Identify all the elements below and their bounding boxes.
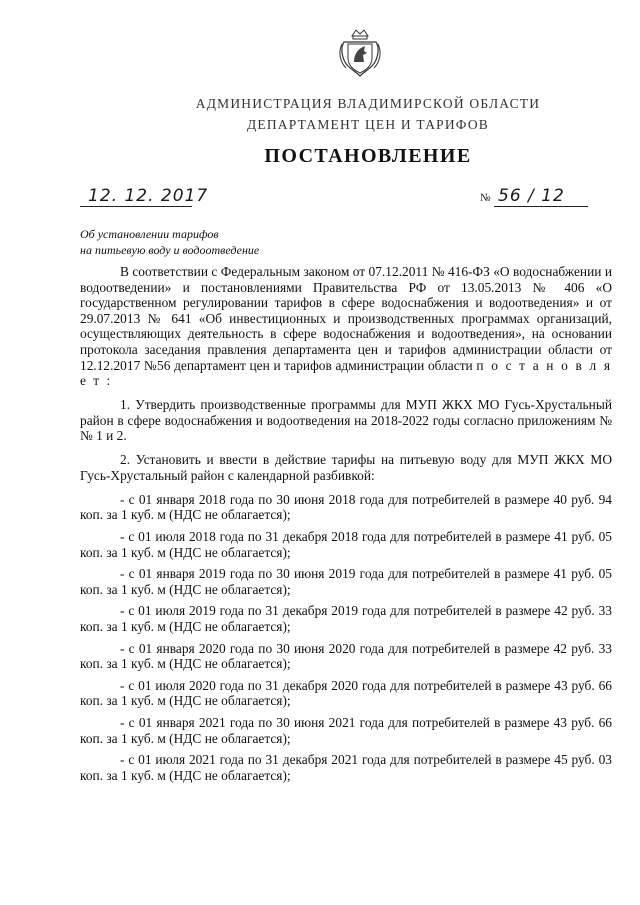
department-name: ДЕПАРТАМЕНТ ЦЕН И ТАРИФОВ	[247, 117, 489, 132]
tariff-item: - с 01 января 2018 года по 30 июня 2018 года для потребителей в размере 40 руб. 94 коп. за 1 куб. м (НДС не облагается);	[80, 491, 612, 523]
preamble-paragraph	[80, 264, 612, 389]
organization-name: АДМИНИСТРАЦИЯ ВЛАДИМИРСКОЙ ОБЛАСТИ	[195, 96, 541, 111]
document-number: 56 / 12	[498, 186, 565, 206]
tariff-item: - с 01 января 2020 года по 30 июня 2020 года для потребителей в размере 42 руб. 33 коп. за 1 куб. м (НДС не облагается);	[80, 640, 612, 672]
tariff-item: - с 01 июля 2020 года по 31 декабря 2020 года для потребителей в размере 43 руб. 66 коп. за 1 куб. м (НДС не облагается);	[80, 677, 612, 709]
document-date: 12. 12. 2017	[88, 186, 209, 206]
point-2: 2. Установить и ввести в действие тарифы на питьевую воду для МУП ЖКХ МО Гусь-Хрустальный район с календарной разбивкой:	[80, 452, 612, 483]
point-1: 1. Утвердить производственные программы для МУП ЖКХ МО Гусь-Хрустальный район в сфере водоснабжения и водоотведения на 2018-2022 годы согласно приложениям №№ 1 и 2.	[80, 397, 612, 444]
number-underline	[494, 206, 588, 207]
coat-of-arms-icon	[338, 26, 382, 80]
tariff-item: - с 01 июля 2019 года по 31 декабря 2019 года для потребителей в размере 42 руб. 33 коп. за 1 куб. м (НДС не облагается);	[80, 603, 612, 635]
tariff-item: - с 01 июля 2021 года по 31 декабря 2021 года для потребителей в размере 45 руб. 03 коп. за 1 куб. м (НДС не облагается);	[80, 752, 612, 783]
subject-line: Об установлении тарифов	[80, 227, 219, 241]
document-title: ПОСТАНОВЛЕНИЕ	[264, 145, 472, 167]
tariff-item: - с 01 января 2019 года по 30 июня 2019 года для потребителей в размере 41 руб. 05 коп. за 1 куб. м (НДС не облагается);	[80, 566, 612, 597]
number-prefix: №	[480, 192, 491, 204]
document-subject	[80, 226, 259, 258]
resolves-text: п о с т а н о в л я е т :	[80, 357, 612, 389]
preamble-text: В соответствии с Федеральным законом от 07.12.2011 № 416-ФЗ «О водоснабжении и водоотведении» и постановлениями Правительства РФ от 13.05.2013 № 406 «О государственном регулировании тарифов в сфере водоснабжения и водоотведения» и от 29.07.2013 № 641 «Об инвестиционных и производственных программах организаций, осуществляющих деятельность в сфере водоснабжения и водоотведения», на основании протокола заседания правления департамента цен и тарифов администрации области от 12.12.2017 №56 департамент цен и тарифов администрации области	[80, 264, 612, 373]
document-body	[80, 264, 612, 789]
tariff-item: - с 01 июля 2018 года по 31 декабря 2018 года для потребителей в размере 41 руб. 05 коп. за 1 куб. м (НДС не облагается);	[80, 529, 612, 560]
tariff-item: - с 01 января 2021 года по 30 июня 2021 года для потребителей в размере 43 руб. 66 коп. за 1 куб. м (НДС не облагается);	[80, 715, 612, 746]
subject-line: на питьевую воду и водоотведение	[80, 243, 260, 257]
date-underline	[80, 206, 192, 207]
